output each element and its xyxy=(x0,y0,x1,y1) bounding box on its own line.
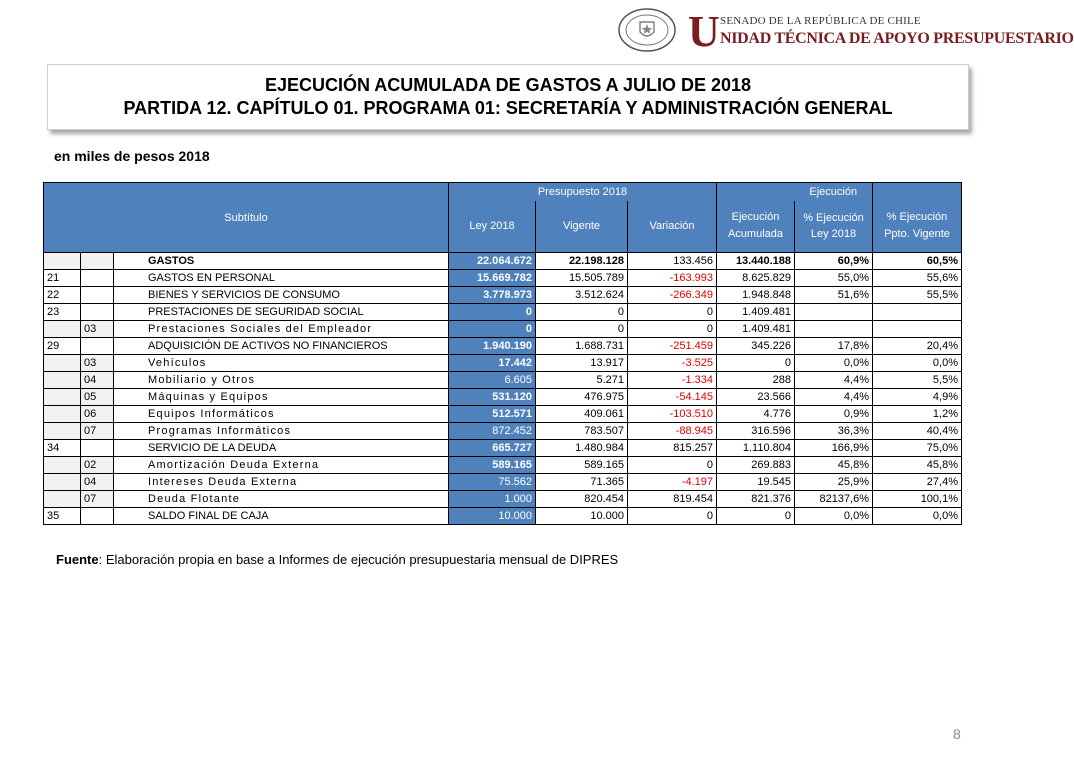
cell-item xyxy=(81,440,114,457)
title-box xyxy=(47,64,969,130)
cell-acumulada: 4.776 xyxy=(717,406,795,423)
cell-pct-vigente xyxy=(873,321,962,338)
cell-acumulada: 13.440.188 xyxy=(717,253,795,270)
header-ejecucion-spacer xyxy=(717,183,795,201)
cell-pct-ley: 25,9% xyxy=(795,474,873,491)
cell-name: Vehículos xyxy=(114,355,449,372)
cell-pct-vigente: 45,8% xyxy=(873,457,962,474)
cell-item: 02 xyxy=(81,457,114,474)
cell-name: SALDO FINAL DE CAJA xyxy=(114,508,449,525)
cell-pct-ley: 45,8% xyxy=(795,457,873,474)
cell-subtitulo xyxy=(44,372,81,389)
cell-name: GASTOS xyxy=(114,253,449,270)
cell-vigente: 10.000 xyxy=(536,508,628,525)
senate-seal-icon xyxy=(617,8,677,52)
cell-pct-vigente: 60,5% xyxy=(873,253,962,270)
table-row xyxy=(44,474,962,491)
cell-vigente: 476.975 xyxy=(536,389,628,406)
cell-pct-vigente: 55,6% xyxy=(873,270,962,287)
cell-pct-vigente: 0,0% xyxy=(873,355,962,372)
page-subtitle: PARTIDA 12. CAPÍTULO 01. PROGRAMA 01: SECRETARÍA Y ADMINISTRACIÓN GENERAL xyxy=(123,98,893,118)
cell-subtitulo xyxy=(44,355,81,372)
cell-ley: 589.165 xyxy=(449,457,536,474)
cell-ley: 665.727 xyxy=(449,440,536,457)
table-row xyxy=(44,287,962,304)
cell-acumulada: 0 xyxy=(717,508,795,525)
cell-item: 04 xyxy=(81,474,114,491)
table-row xyxy=(44,321,962,338)
cell-ley: 0 xyxy=(449,321,536,338)
page-title: EJECUCIÓN ACUMULADA DE GASTOS A JULIO DE 2018 xyxy=(264,75,752,95)
cell-item: 07 xyxy=(81,491,114,508)
cell-pct-ley: 55,0% xyxy=(795,270,873,287)
cell-ley: 3.778.973 xyxy=(449,287,536,304)
cell-item: 07 xyxy=(81,423,114,440)
cell-subtitulo xyxy=(44,406,81,423)
cell-item xyxy=(81,304,114,321)
cell-item xyxy=(81,508,114,525)
cell-vigente: 0 xyxy=(536,321,628,338)
header-ley: Ley 2018 xyxy=(449,201,536,253)
table-row xyxy=(44,423,962,440)
cell-ley: 872.452 xyxy=(449,423,536,440)
cell-acumulada: 0 xyxy=(717,355,795,372)
cell-acumulada: 1.110.804 xyxy=(717,440,795,457)
budget-table xyxy=(43,182,962,525)
header-presupuesto: Presupuesto 2018 xyxy=(449,183,717,201)
cell-variacion: 0 xyxy=(628,508,717,525)
cell-subtitulo: 34 xyxy=(44,440,81,457)
header-pct-ley: % Ejecución Ley 2018 xyxy=(795,201,873,253)
cell-acumulada: 23.566 xyxy=(717,389,795,406)
cell-ley: 17.442 xyxy=(449,355,536,372)
cell-vigente: 0 xyxy=(536,304,628,321)
cell-subtitulo: 23 xyxy=(44,304,81,321)
cell-variacion: -4.197 xyxy=(628,474,717,491)
table-row xyxy=(44,355,962,372)
brand-logo xyxy=(688,7,1074,56)
header-ejecucion-group: Ejecución xyxy=(795,183,873,201)
cell-pct-ley: 166,9% xyxy=(795,440,873,457)
cell-acumulada: 1.409.481 xyxy=(717,304,795,321)
cell-subtitulo: 29 xyxy=(44,338,81,355)
cell-ley: 75.562 xyxy=(449,474,536,491)
table-row xyxy=(44,389,962,406)
cell-pct-vigente: 27,4% xyxy=(873,474,962,491)
cell-vigente: 820.454 xyxy=(536,491,628,508)
cell-ley: 6.605 xyxy=(449,372,536,389)
cell-subtitulo: 22 xyxy=(44,287,81,304)
table-row xyxy=(44,491,962,508)
cell-pct-ley: 51,6% xyxy=(795,287,873,304)
cell-acumulada: 316.596 xyxy=(717,423,795,440)
cell-name: ADQUISICIÓN DE ACTIVOS NO FINANCIEROS xyxy=(114,338,449,355)
cell-variacion: -251.459 xyxy=(628,338,717,355)
cell-vigente: 3.512.624 xyxy=(536,287,628,304)
cell-subtitulo xyxy=(44,389,81,406)
table-row xyxy=(44,338,962,355)
cell-subtitulo: 21 xyxy=(44,270,81,287)
units-label: en miles de pesos 2018 xyxy=(54,148,210,164)
cell-vigente: 409.061 xyxy=(536,406,628,423)
cell-pct-vigente: 55,5% xyxy=(873,287,962,304)
cell-item: 03 xyxy=(81,321,114,338)
cell-pct-vigente: 75,0% xyxy=(873,440,962,457)
cell-name: Mobiliario y Otros xyxy=(114,372,449,389)
cell-vigente: 783.507 xyxy=(536,423,628,440)
cell-variacion: -1.334 xyxy=(628,372,717,389)
cell-ley: 22.064.672 xyxy=(449,253,536,270)
cell-item xyxy=(81,287,114,304)
cell-item: 04 xyxy=(81,372,114,389)
cell-pct-ley: 0,0% xyxy=(795,508,873,525)
cell-pct-vigente: 20,4% xyxy=(873,338,962,355)
cell-pct-ley: 0,9% xyxy=(795,406,873,423)
header-pct-spacer xyxy=(873,183,962,201)
cell-subtitulo xyxy=(44,491,81,508)
cell-ley: 1.940.190 xyxy=(449,338,536,355)
cell-name: Deuda Flotante xyxy=(114,491,449,508)
header-subtitulo: Subtítulo xyxy=(44,183,449,253)
cell-name: BIENES Y SERVICIOS DE CONSUMO xyxy=(114,287,449,304)
cell-variacion: -54.145 xyxy=(628,389,717,406)
cell-name: Intereses Deuda Externa xyxy=(114,474,449,491)
cell-name: Amortización Deuda Externa xyxy=(114,457,449,474)
cell-pct-ley: 4,4% xyxy=(795,372,873,389)
table-row xyxy=(44,372,962,389)
cell-item xyxy=(81,338,114,355)
header-ejecucion-acumulada: Ejecución Acumulada xyxy=(717,201,795,253)
cell-acumulada: 821.376 xyxy=(717,491,795,508)
table-row xyxy=(44,270,962,287)
cell-name: PRESTACIONES DE SEGURIDAD SOCIAL xyxy=(114,304,449,321)
brand-unit-label: NIDAD TÉCNICA DE APOYO PRESUPUESTARIO xyxy=(720,30,1074,47)
cell-ley: 15.669.782 xyxy=(449,270,536,287)
table-row xyxy=(44,440,962,457)
cell-pct-vigente: 1,2% xyxy=(873,406,962,423)
cell-ley: 0 xyxy=(449,304,536,321)
cell-pct-vigente: 4,9% xyxy=(873,389,962,406)
cell-acumulada: 19.545 xyxy=(717,474,795,491)
cell-item: 06 xyxy=(81,406,114,423)
cell-ley: 531.120 xyxy=(449,389,536,406)
cell-variacion: 815.257 xyxy=(628,440,717,457)
cell-ley: 512.571 xyxy=(449,406,536,423)
table-row xyxy=(44,406,962,423)
source-label: Fuente xyxy=(56,552,99,567)
table-body xyxy=(44,253,962,525)
cell-pct-vigente: 40,4% xyxy=(873,423,962,440)
cell-name: Máquinas y Equipos xyxy=(114,389,449,406)
cell-acumulada: 1.409.481 xyxy=(717,321,795,338)
cell-acumulada: 269.883 xyxy=(717,457,795,474)
cell-variacion: -103.510 xyxy=(628,406,717,423)
cell-pct-vigente: 0,0% xyxy=(873,508,962,525)
cell-item: 03 xyxy=(81,355,114,372)
cell-pct-ley: 4,4% xyxy=(795,389,873,406)
cell-variacion: -88.945 xyxy=(628,423,717,440)
brand-initial: U xyxy=(688,7,720,56)
cell-pct-vigente xyxy=(873,304,962,321)
cell-name: GASTOS EN PERSONAL xyxy=(114,270,449,287)
cell-variacion: 0 xyxy=(628,321,717,338)
cell-name: Prestaciones Sociales del Empleador xyxy=(114,321,449,338)
cell-pct-ley: 82137,6% xyxy=(795,491,873,508)
cell-vigente: 22.198.128 xyxy=(536,253,628,270)
cell-variacion: -163.993 xyxy=(628,270,717,287)
cell-variacion: -266.349 xyxy=(628,287,717,304)
cell-vigente: 13.917 xyxy=(536,355,628,372)
cell-acumulada: 345.226 xyxy=(717,338,795,355)
cell-vigente: 15.505.789 xyxy=(536,270,628,287)
cell-item xyxy=(81,253,114,270)
cell-vigente: 5.271 xyxy=(536,372,628,389)
cell-item: 05 xyxy=(81,389,114,406)
cell-acumulada: 8.625.829 xyxy=(717,270,795,287)
table-row xyxy=(44,457,962,474)
cell-variacion: -3.525 xyxy=(628,355,717,372)
cell-pct-vigente: 5,5% xyxy=(873,372,962,389)
source-text: : Elaboración propia en base a Informes de ejecución presupuestaria mensual de DIPRES xyxy=(98,552,619,567)
header-variacion: Variación xyxy=(628,201,717,253)
cell-item xyxy=(81,270,114,287)
cell-pct-ley: 0,0% xyxy=(795,355,873,372)
cell-vigente: 589.165 xyxy=(536,457,628,474)
cell-variacion: 0 xyxy=(628,457,717,474)
cell-subtitulo xyxy=(44,321,81,338)
cell-subtitulo: 35 xyxy=(44,508,81,525)
cell-vigente: 1.688.731 xyxy=(536,338,628,355)
cell-pct-ley xyxy=(795,304,873,321)
header-vigente: Vigente xyxy=(536,201,628,253)
cell-vigente: 1.480.984 xyxy=(536,440,628,457)
table-row xyxy=(44,253,962,270)
cell-variacion: 819.454 xyxy=(628,491,717,508)
cell-subtitulo xyxy=(44,423,81,440)
cell-pct-ley: 60,9% xyxy=(795,253,873,270)
cell-pct-ley: 36,3% xyxy=(795,423,873,440)
cell-name: Equipos Informáticos xyxy=(114,406,449,423)
cell-vigente: 71.365 xyxy=(536,474,628,491)
cell-acumulada: 288 xyxy=(717,372,795,389)
cell-variacion: 133.456 xyxy=(628,253,717,270)
header-pct-vigente: % Ejecución Ppto. Vigente xyxy=(873,201,962,253)
cell-ley: 10.000 xyxy=(449,508,536,525)
page-number: 8 xyxy=(953,726,961,742)
cell-name: Programas Informáticos xyxy=(114,423,449,440)
cell-pct-ley xyxy=(795,321,873,338)
cell-variacion: 0 xyxy=(628,304,717,321)
table-row xyxy=(44,304,962,321)
cell-subtitulo xyxy=(44,457,81,474)
cell-pct-ley: 17,8% xyxy=(795,338,873,355)
cell-subtitulo xyxy=(44,253,81,270)
cell-subtitulo xyxy=(44,474,81,491)
cell-acumulada: 1.948.848 xyxy=(717,287,795,304)
source-note xyxy=(56,552,618,567)
cell-name: SERVICIO DE LA DEUDA xyxy=(114,440,449,457)
cell-ley: 1.000 xyxy=(449,491,536,508)
table-row xyxy=(44,508,962,525)
cell-pct-vigente: 100,1% xyxy=(873,491,962,508)
brand-senate-label: SENADO DE LA REPÚBLICA DE CHILE xyxy=(720,15,921,27)
